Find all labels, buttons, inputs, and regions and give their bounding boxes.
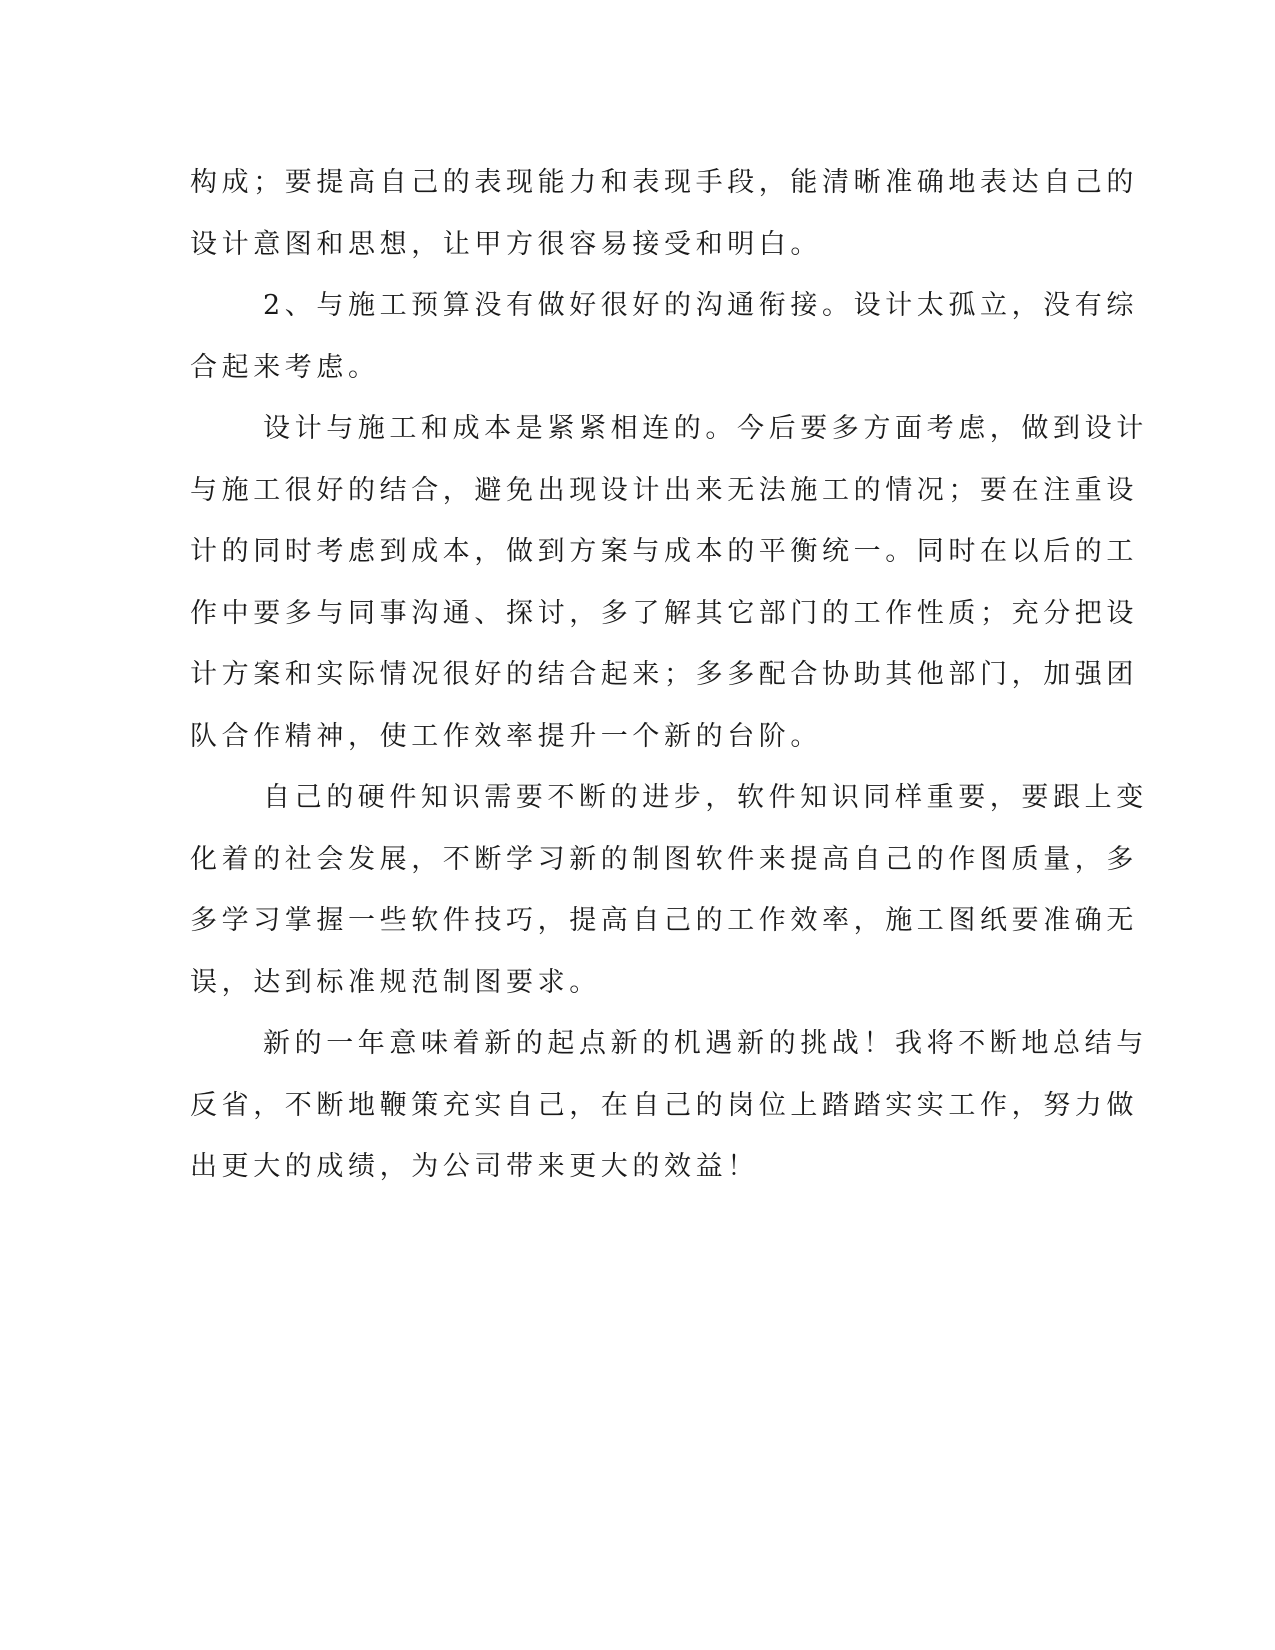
text-line: 2、与施工预算没有做好很好的沟通衔接。设计太孤立，没有综 [263, 290, 1138, 321]
text-line: 化着的社会发展，不断学习新的制图软件来提高自己的作图质量，多 [190, 843, 1138, 875]
text-line: 设计意图和思想，让甲方很容易接受和明白。 [190, 228, 822, 260]
text-line: 新的一年意味着新的起点新的机遇新的挑战！我将不断地总结与 [263, 1028, 1148, 1059]
text-line: 合起来考虑。 [190, 351, 380, 383]
text-line: 自己的硬件知识需要不断的进步，软件知识同样重要，要跟上变 [263, 782, 1148, 813]
text-line: 设计与施工和成本是紧紧相连的。今后要多方面考虑，做到设计 [263, 413, 1148, 444]
text-line: 构成；要提高自己的表现能力和表现手段，能清晰准确地表达自己的 [190, 167, 1138, 198]
text-line: 与施工很好的结合，避免出现设计出来无法施工的情况；要在注重设 [190, 474, 1138, 506]
text-line: 反省，不断地鞭策充实自己，在自己的岗位上踏踏实实工作，努力做 [190, 1089, 1138, 1121]
text-line: 计的同时考虑到成本，做到方案与成本的平衡统一。同时在以后的工 [190, 536, 1138, 567]
text-line: 出更大的成绩，为公司带来更大的效益！ [190, 1151, 759, 1182]
paragraph-2 [190, 275, 1138, 398]
paragraph-3 [190, 398, 1148, 767]
text-line: 误，达到标准规范制图要求。 [190, 966, 601, 998]
paragraph-1 [190, 152, 1138, 275]
text-line: 多学习掌握一些软件技巧，提高自己的工作效率，施工图纸要准确无 [190, 905, 1138, 936]
document-body [190, 152, 1148, 1198]
text-line: 计方案和实际情况很好的结合起来；多多配合协助其他部门，加强团 [190, 659, 1138, 690]
paragraph-4 [190, 767, 1148, 1013]
text-line: 作中要多与同事沟通、探讨，多了解其它部门的工作性质；充分把设 [190, 597, 1138, 629]
text-line: 队合作精神，使工作效率提升一个新的台阶。 [190, 720, 822, 752]
paragraph-5 [190, 1013, 1148, 1198]
